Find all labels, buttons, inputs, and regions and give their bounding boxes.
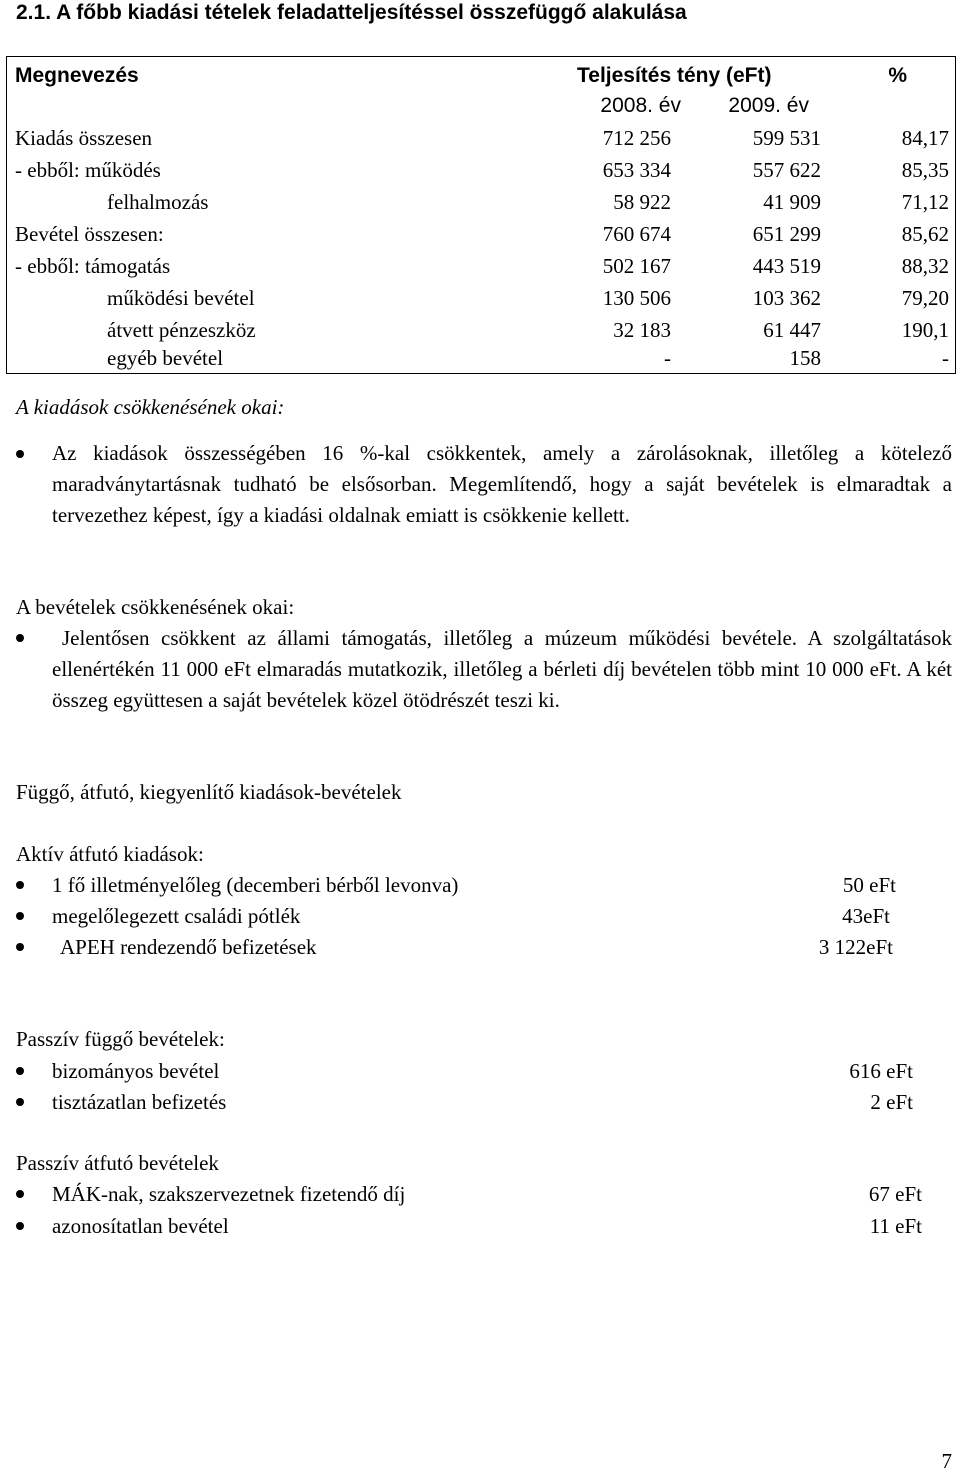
table-row: [7, 122, 955, 154]
table-header-row: [7, 60, 955, 92]
row-name: felhalmozás: [107, 190, 209, 214]
row-value-2009: 443 519: [752, 254, 821, 278]
row-value-2008: 712 256: [602, 126, 671, 150]
bullet-icon: [16, 450, 24, 458]
passive-transit-item-label: azonosítatlan bevétel: [52, 1214, 229, 1238]
header-actual: Teljesítés tény (eFt): [577, 64, 772, 87]
passive-transit-item-label: MÁK-nak, szakszervezetnek fizetendő díj: [52, 1182, 406, 1206]
row-value-2009: 41 909: [763, 190, 821, 214]
bullet-icon: [16, 634, 24, 642]
bullet-icon: [16, 1222, 24, 1230]
table-row: [7, 282, 955, 314]
bullet-icon: [16, 943, 24, 951]
passive-pending-item-label: bizományos bevétel: [52, 1059, 220, 1083]
row-value-2008: 653 334: [602, 158, 671, 182]
row-value-2008: -: [664, 346, 671, 370]
passive-transit-title: Passzív átfutó bevételek: [16, 1151, 219, 1175]
active-transit-item-label: APEH rendezendő befizetések: [60, 935, 317, 959]
row-value-2008: 760 674: [602, 222, 671, 246]
row-name: - ebből: támogatás: [15, 254, 171, 278]
row-percent: 88,32: [901, 254, 949, 278]
row-value-2009: 557 622: [752, 158, 821, 182]
header-percent: %: [888, 64, 907, 87]
row-value-2009: 651 299: [752, 222, 821, 246]
row-name: működési bevétel: [107, 286, 255, 310]
header-name: Megnevezés: [15, 64, 139, 87]
header-year-2008: 2008. év: [600, 94, 681, 117]
bullet-icon: [16, 1098, 24, 1106]
row-name: Kiadás összesen: [15, 126, 153, 150]
row-percent: 84,17: [901, 126, 949, 150]
row-value-2008: 32 183: [613, 318, 671, 342]
active-transit-item-amount: 43eFt: [842, 904, 890, 928]
passive-pending-item-label: tisztázatlan befizetés: [52, 1090, 227, 1114]
expense-reasons-text: Az kiadások összességében 16 %-kal csökkentek, amely a zárolásoknak, illetőleg a kötelező maradványtartásnak tudható be elsősorban. Megemlítendő, hogy a saját bevételek is elmaradtak a tervezethez képest, így a kiadási oldalnak emiatt is csökkenie kellett.: [52, 441, 952, 527]
passive-pending-item-amount: 2 eFt: [870, 1090, 913, 1114]
row-percent: 71,12: [901, 190, 949, 214]
bullet-icon: [16, 1190, 24, 1198]
row-percent: 190,1: [901, 318, 949, 342]
row-value-2009: 158: [789, 346, 821, 370]
page-heading: 2.1. A főbb kiadási tételek feladatteljesítéssel összefüggő alakulása: [16, 1, 687, 24]
active-transit-item-amount: 3 122eFt: [818, 935, 893, 959]
table-row: [7, 186, 955, 218]
header-year-2009: 2009. év: [728, 94, 809, 117]
row-value-2008: 130 506: [602, 286, 671, 310]
bullet-icon: [16, 1067, 24, 1075]
table-year-row: [7, 90, 955, 122]
revenue-reasons-text: Jelentősen csökkent az állami támogatás, illetőleg a múzeum működési bevétele. A szolgáltatások ellenértékén 11 000 eFt elmaradás mutatkozik, illetőleg a bérleti díj bevételen több mint 10 000 eFt. A két összeg együttesen a saját bevételek közel ötödrészét teszi ki.: [52, 626, 952, 712]
pending-items-title: Függő, átfutó, kiegyenlítő kiadások-bevételek: [16, 780, 402, 804]
row-value-2008: 58 922: [613, 190, 671, 214]
active-transit-title: Aktív átfutó kiadások:: [16, 842, 204, 866]
row-value-2009: 599 531: [752, 126, 821, 150]
row-percent: 85,62: [901, 222, 949, 246]
table-row: [7, 342, 955, 374]
bullet-icon: [16, 881, 24, 889]
row-name: Bevétel összesen:: [15, 222, 164, 246]
row-value-2008: 502 167: [602, 254, 671, 278]
table-row: [7, 250, 955, 282]
expense-reasons-title: A kiadások csökkenésének okai:: [16, 395, 285, 419]
passive-transit-item-amount: 67 eFt: [868, 1182, 922, 1206]
row-percent: 79,20: [901, 286, 949, 310]
row-value-2009: 61 447: [763, 318, 821, 342]
active-transit-item-label: megelőlegezett családi pótlék: [52, 904, 301, 928]
active-transit-item-amount: 50 eFt: [842, 873, 896, 897]
passive-pending-item-amount: 616 eFt: [849, 1059, 913, 1083]
expenditure-table: [6, 56, 956, 374]
row-name: egyéb bevétel: [107, 346, 224, 370]
revenue-reasons-title: A bevételek csökkenésének okai:: [16, 595, 295, 619]
row-percent: -: [942, 346, 949, 370]
row-name: - ebből: működés: [15, 158, 161, 182]
bullet-icon: [16, 912, 24, 920]
active-transit-item-label: 1 fő illetményelőleg (decemberi bérből levonva): [52, 873, 459, 897]
row-percent: 85,35: [901, 158, 949, 182]
table-row: [7, 218, 955, 250]
row-name: átvett pénzeszköz: [107, 318, 256, 342]
table-row: [7, 154, 955, 186]
passive-transit-item-amount: 11 eFt: [869, 1214, 922, 1238]
passive-pending-title: Passzív függő bevételek:: [16, 1027, 225, 1051]
page-number: 7: [941, 1449, 952, 1473]
row-value-2009: 103 362: [752, 286, 821, 310]
